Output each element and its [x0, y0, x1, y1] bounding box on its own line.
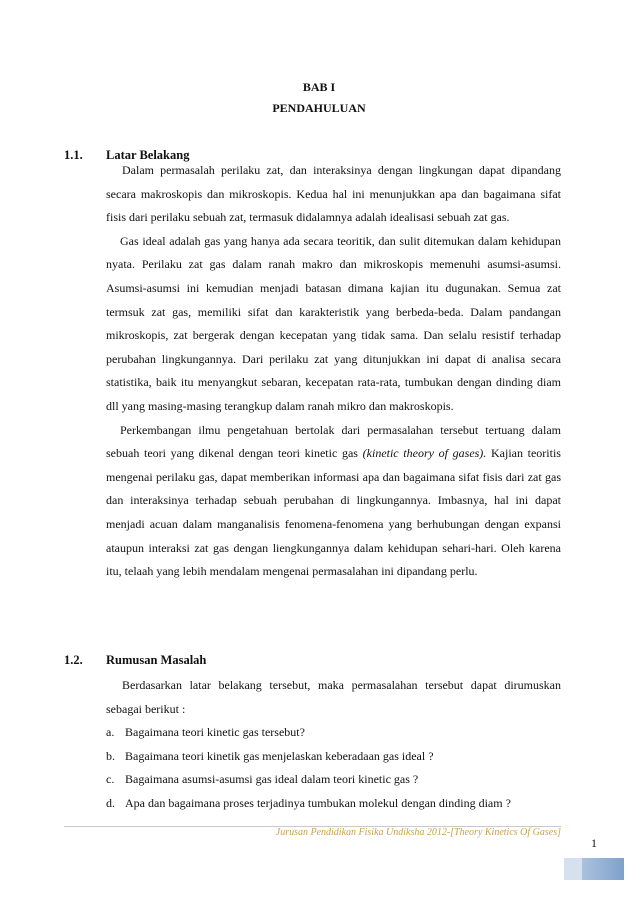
- list-text: Bagaimana teori kinetik gas menjelaskan keberadaan gas ideal ?: [125, 748, 434, 763]
- list-letter: c.: [106, 772, 115, 787]
- list-text: Bagaimana asumsi-asumsi gas ideal dalam teori kinetic gas ?: [125, 772, 419, 787]
- section-number: 1.1.: [64, 148, 83, 162]
- paragraph-text: Kajian teoritis mengenai perilaku gas, dapat memberikan informasi apa dan bagaimana sifat fisis dari zat gas dan interaksinya terhadap sebuah perubahan di lingkungannya. Imbasnya, hal ini dapat menjadi acuan dalam manganalisis fenomena-fenomena yang berhubungan dengan expansi ataupun interaksi zat gas dengan liengkungannya dalam kehidupan sehari-hari. Oleh karena itu, telaah yang lebih mendalam mengenai permasalahan ini dipandang perlu.: [106, 446, 561, 579]
- list-item: [106, 745, 561, 769]
- list-item: [106, 768, 561, 792]
- list-letter: b.: [106, 748, 115, 763]
- list-text: Apa dan bagaimana proses terjadinya tumbukan molekul dengan dinding diam ?: [125, 795, 511, 810]
- list-item: [106, 721, 561, 745]
- problem-list: [106, 721, 561, 815]
- corner-decoration: [564, 858, 624, 880]
- paragraph: Dalam permasalah perilaku zat, dan interaksinya dengan lingkungan dapat dipandang secara makroskopis dan mikroskopis. Kedua hal ini menunjukkan apa dan bagaimana sifat fisis dari perilaku sebuah zat, termasuk didalamnya adalah idealisasi sebuah zat gas.: [106, 163, 561, 225]
- section-intro-rumusan-masalah: [106, 674, 561, 721]
- paragraph: [106, 419, 561, 584]
- list-text: Bagaimana teori kinetic gas tersebut?: [125, 725, 305, 739]
- paragraph: Berdasarkan latar belakang tersebut, maka permasalahan tersebut dapat dirumuskan sebagai berikut :: [106, 678, 561, 716]
- footer-running-title: Jurusan Pendidikan Fisika Undiksha 2012-[Theory Kinetics Of Gases]: [275, 827, 561, 838]
- list-item: [106, 792, 561, 816]
- chapter-number: BAB I: [302, 80, 336, 94]
- section-heading-rumusan-masalah: [64, 653, 206, 668]
- paragraph-text: Perkembangan ilmu pengetahuan bertolak dari permasalahan tersebut tertuang dalam sebuah teori yang dikenal dengan teori kinetic gas: [106, 422, 561, 461]
- page-number: 1: [591, 836, 597, 850]
- list-letter: d.: [106, 795, 115, 810]
- list-letter: a.: [106, 725, 115, 739]
- section-body-latar-belakang: [106, 159, 561, 584]
- chapter-title: PENDAHULUAN: [272, 101, 366, 115]
- italic-term: (kinetic theory of gases).: [362, 446, 487, 461]
- section-number: 1.2.: [64, 653, 83, 667]
- section-title: Rumusan Masalah: [106, 653, 207, 667]
- section-title: Latar Belakang: [106, 148, 190, 162]
- paragraph: Gas ideal adalah gas yang hanya ada secara teoritik, dan sulit ditemukan dalam kehidupan nyata. Perilaku zat gas dalam ranah makro dan mikroskopis memenuhi asumsi-asumsi. Asumsi-asumsi ini kemudian menjadi batasan dimana kajian itu dugunakan. Semua zat termsuk zat gas, memiliki sifat dan karakteristik yang berbeda-beda. Dalam pandangan mikroskopis, zat bergerak dengan kecepatan yang tidak sama. Dan selalu resistif terhadap perubahan lingkungannya. Dari perilaku zat yang ditunjukkan ini dapat di analisa secara statistika, baik itu menyangkut sebaran, kecepatan rata-rata, tumbukan dengan dinding diam dll yang masing-masing terangkup dalam ranah mikro dan makroskopis.: [106, 233, 561, 413]
